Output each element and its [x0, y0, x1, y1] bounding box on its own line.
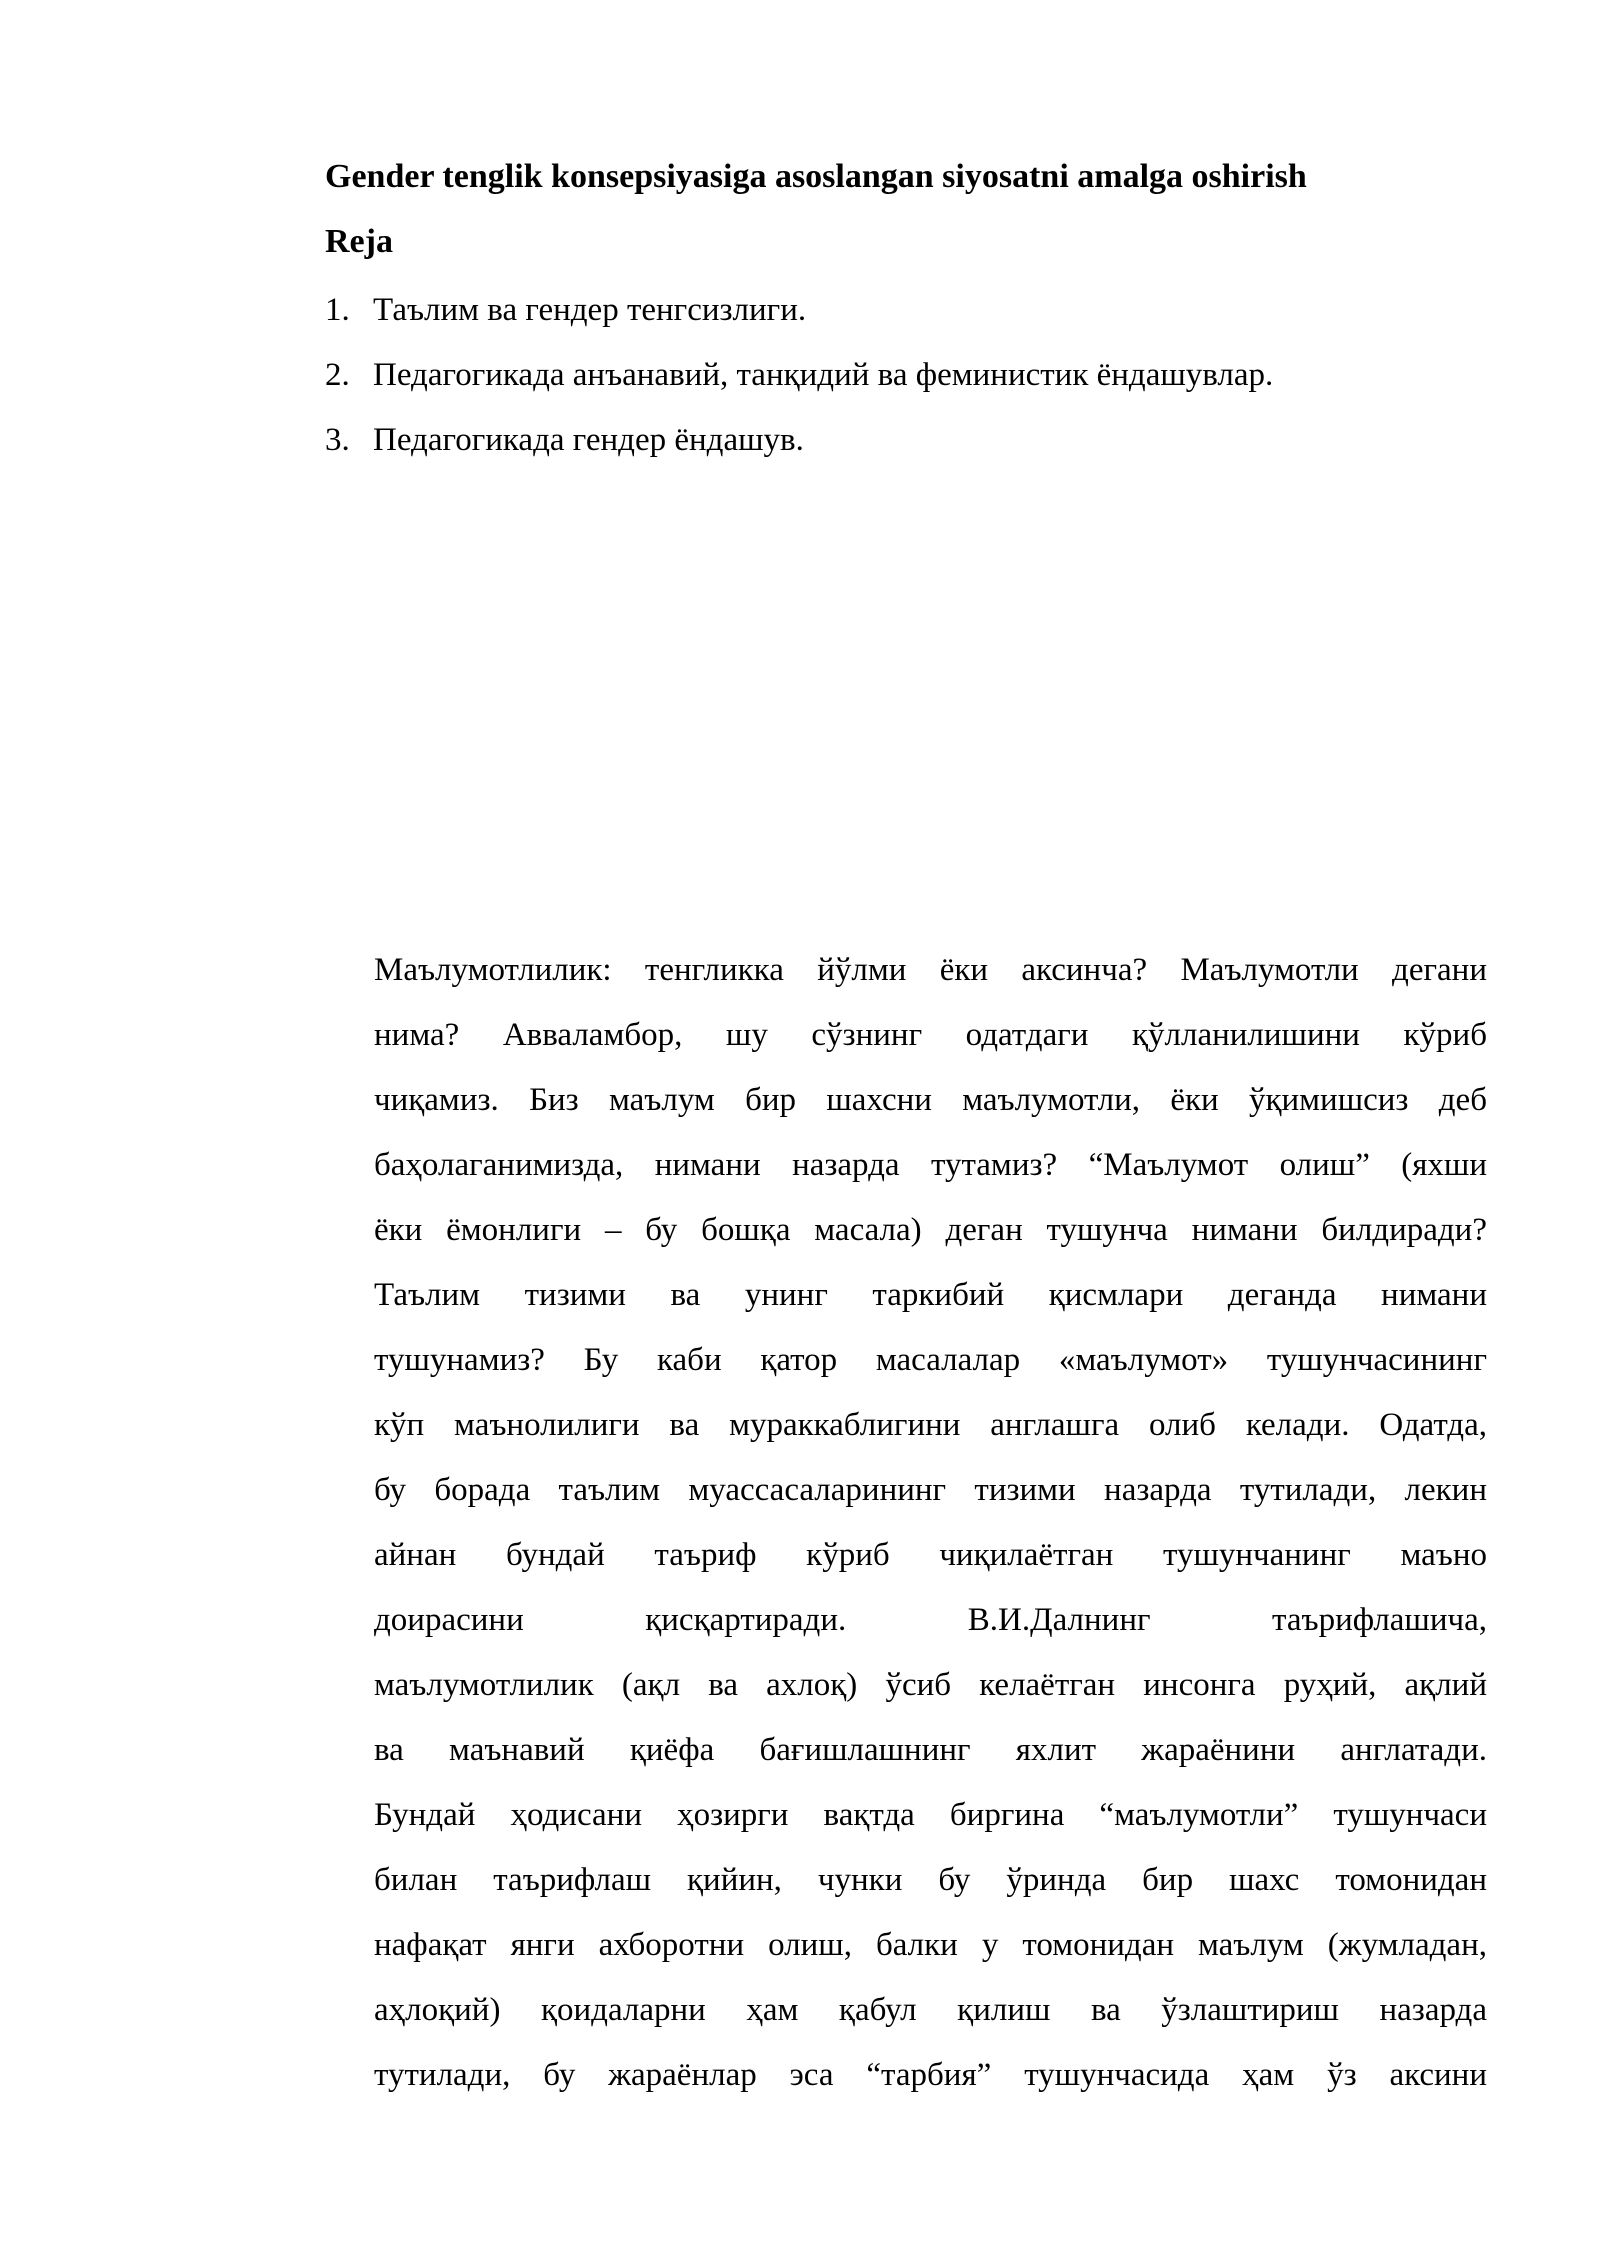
- plan-item-1: [325, 290, 1273, 330]
- plan-list: [325, 290, 1273, 485]
- plan-item-number: 3.: [325, 422, 350, 458]
- body-line: кўп маънолилиги ва мураккаблигини англашга олиб келади. Одатда,: [374, 1407, 1487, 1443]
- plan-item-2: [325, 355, 1273, 395]
- body-line: тутилади, бу жараёнлар эса “тарбия” тушунчасида ҳам ўз аксини: [374, 2057, 1487, 2093]
- plan-item-text: Таълим ва гендер тенгсизлиги.: [373, 292, 807, 328]
- body-line: айнан бундай таъриф кўриб чиқилаётган тушунчанинг маъно: [374, 1537, 1487, 1573]
- plan-item-number: 1.: [325, 292, 350, 328]
- body-line: доирасини қисқартиради. В.И.Далнинг таърифлашича,: [374, 1602, 1487, 1638]
- plan-item-text: Педагогикада анъанавий, танқидий ва феминистик ёндашувлар.: [373, 357, 1274, 393]
- body-line: аҳлоқий) қоидаларни ҳам қабул қилиш ва ўзлаштириш назарда: [374, 1992, 1487, 2028]
- body-line: ва маънавий қиёфа бағишлашнинг яхлит жараёнини англатади.: [374, 1732, 1487, 1768]
- document-title: Gender tenglik konsepsiyasiga asoslangan siyosatni amalga oshirish: [325, 158, 1307, 195]
- body-line: билан таърифлаш қийин, чунки бу ўринда бир шахс томонидан: [374, 1862, 1487, 1898]
- body-line: Бундай ҳодисани ҳозирги вақтда биргина “маълумотли” тушунчаси: [374, 1797, 1487, 1833]
- body-line: нима? Авваламбор, шу сўзнинг одатдаги қўлланилишини кўриб: [374, 1017, 1487, 1053]
- body-line: маълумотлилик (ақл ва ахлоқ) ўсиб келаётган инсонга руҳий, ақлий: [374, 1667, 1487, 1703]
- body-line: чиқамиз. Биз маълум бир шахсни маълумотли, ёки ўқимишсиз деб: [374, 1082, 1487, 1118]
- body-line: баҳолаганимизда, нимани назарда тутамиз? “Маълумот олиш” (яхши: [374, 1147, 1487, 1183]
- body-paragraph: [374, 938, 1487, 2108]
- plan-item-number: 2.: [325, 357, 350, 393]
- body-line: бу борада таълим муассасаларининг тизими назарда тутилади, лекин: [374, 1472, 1487, 1508]
- body-line: ёки ёмонлиги – бу бошқа масала) деган тушунча нимани билдиради?: [374, 1212, 1487, 1248]
- body-line: тушунамиз? Бу каби қатор масалалар «маълумот» тушунчасининг: [374, 1342, 1487, 1378]
- body-line: Таълим тизими ва унинг таркибий қисмлари деганда нимани: [374, 1277, 1487, 1313]
- body-line: Маълумотлилик: тенгликка йўлми ёки аксинча? Маълумотли дегани: [374, 952, 1487, 988]
- plan-heading: Reja: [325, 223, 393, 260]
- plan-item-3: [325, 420, 1273, 460]
- body-line: нафақат янги ахборотни олиш, балки у томонидан маълум (жумладан,: [374, 1927, 1487, 1963]
- plan-item-text: Педагогикада гендер ёндашув.: [373, 422, 804, 458]
